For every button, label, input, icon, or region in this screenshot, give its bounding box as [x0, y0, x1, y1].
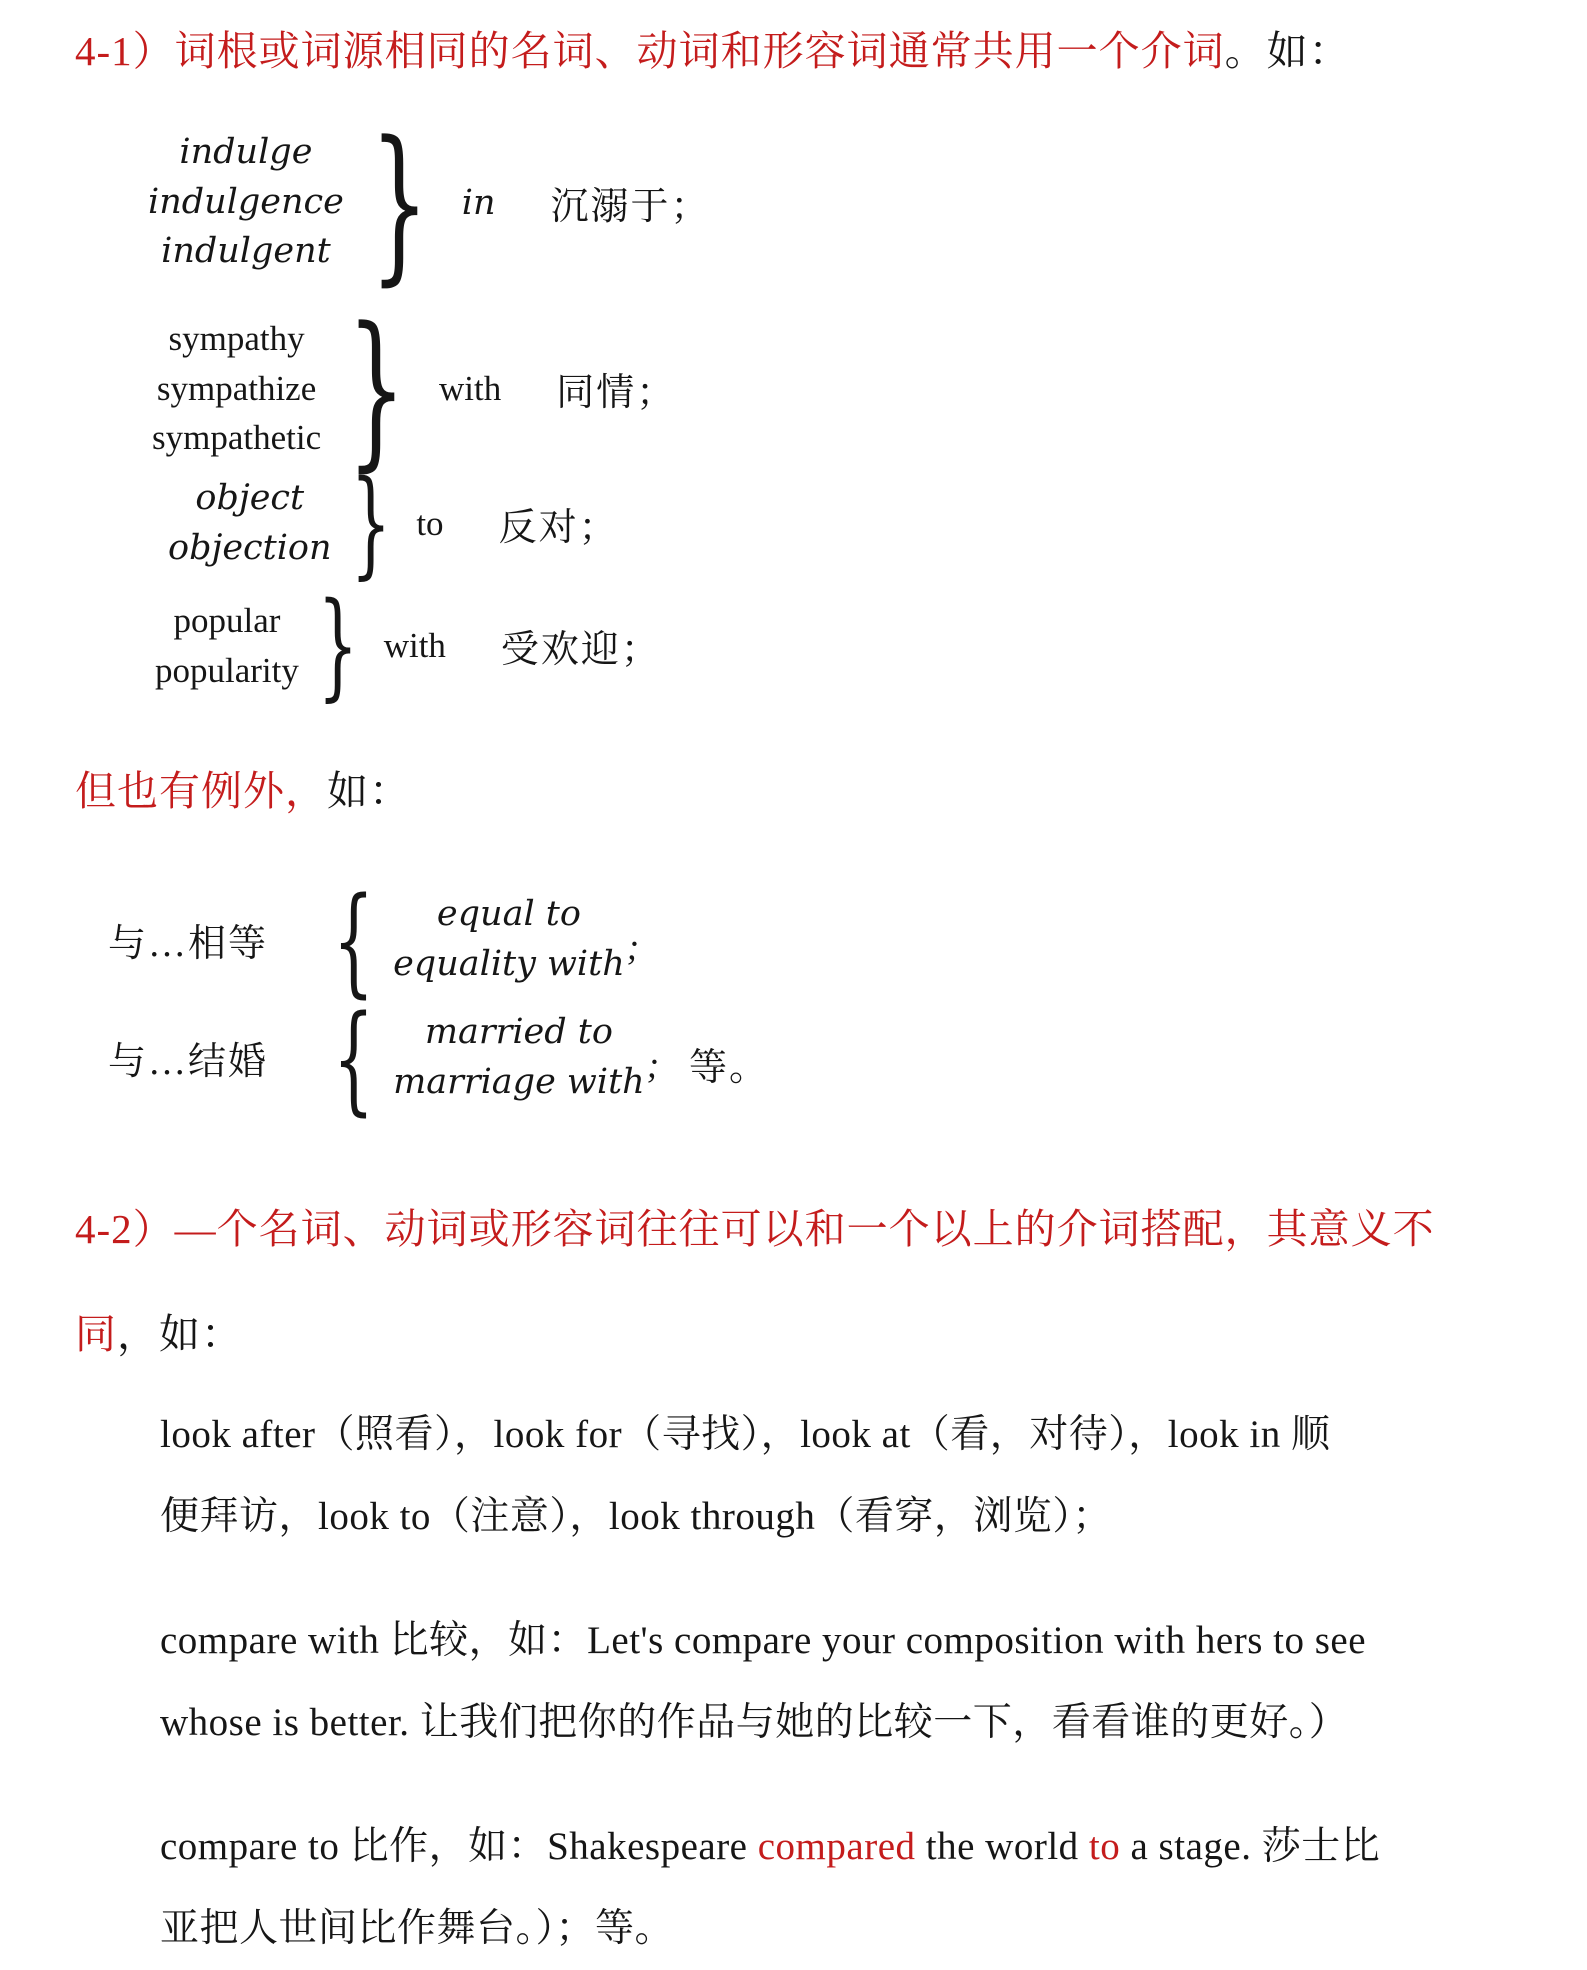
paragraph-look — [160, 1394, 1330, 1558]
semicolon: ; — [626, 927, 640, 969]
paragraph-compare-to — [160, 1806, 1380, 1970]
word: indulge — [179, 132, 313, 172]
heading-4-2 — [75, 1196, 1435, 1360]
word: sympathetic — [152, 418, 322, 458]
exception-intro-black-text: 如： — [327, 768, 411, 814]
chinese-gloss: 沉溺于； — [550, 186, 711, 229]
exception-label: 与…相等 — [108, 923, 269, 966]
heading-4-2-line2 — [75, 1301, 1435, 1360]
segment: the world — [915, 1825, 1089, 1868]
paragraph-compare-with — [160, 1600, 1366, 1764]
word: equal to — [436, 894, 581, 934]
word: popularity — [155, 650, 299, 690]
exception-group-equal: 与…相等 { equal to equality with ; — [108, 870, 640, 1009]
word: object — [195, 478, 305, 518]
segment: a stage. 莎士比 — [1120, 1825, 1381, 1868]
paragraph-line: whose is better. 让我们把你的作品与她的比较一下，看看谁的更好。） — [160, 1701, 1349, 1744]
segment: compare to 比作，如：Shakespeare — [160, 1825, 758, 1868]
word-column — [393, 890, 625, 989]
word: popular — [173, 601, 281, 640]
word-group-sympathy: sympathy sympathize sympathetic } with 同情； — [152, 290, 677, 487]
word: married to — [424, 1012, 613, 1052]
preposition: in — [461, 182, 496, 223]
heading-4-1-black-text: 。如： — [1224, 28, 1351, 74]
paragraph-line: 亚把人世间比作舞台。）；等。 — [160, 1907, 675, 1950]
paragraph-line: 便拜访，look to（注意），look through（看穿，浏览）； — [160, 1495, 1112, 1538]
word-column — [393, 1008, 645, 1107]
highlighted-word: compared — [757, 1825, 916, 1868]
word-column — [152, 314, 321, 463]
semicolon: ; — [646, 1045, 660, 1087]
chinese-gloss: 反对； — [498, 507, 619, 550]
highlighted-word: to — [1088, 1825, 1121, 1868]
exception-group-married: 与…结婚 { married to marriage with ; 等。 — [108, 988, 770, 1127]
tail-text: 等。 — [689, 1047, 770, 1090]
word: indulgent — [161, 231, 331, 272]
word: marriage with — [393, 1061, 645, 1102]
word-column — [168, 474, 332, 573]
word-group-object: object objection } to 反对； — [168, 455, 619, 591]
exception-label: 与…结婚 — [108, 1041, 269, 1084]
word-column — [148, 128, 344, 277]
exception-intro-red-text: 但也有例外， — [75, 768, 327, 814]
heading-4-2-line2-red: 同 — [75, 1311, 117, 1357]
paragraph-line: compare with 比较，如：Let's compare your composition with hers to see — [160, 1619, 1367, 1662]
heading-4-2-line1: 4-2）—个名词、动词或形容词往往可以和一个以上的介词搭配，其意义不 — [75, 1206, 1435, 1252]
preposition: with — [439, 368, 502, 408]
word: sympathy — [168, 319, 305, 358]
exception-intro — [75, 758, 411, 817]
word-column — [155, 596, 299, 695]
word: equality with — [393, 943, 625, 984]
heading-4-2-line2-black: ，如： — [117, 1311, 243, 1357]
word: indulgence — [148, 181, 344, 222]
chinese-gloss: 受欢迎； — [500, 629, 661, 672]
word-group-popular: popular popularity } with 受欢迎； — [155, 577, 661, 713]
preposition: with — [383, 625, 446, 665]
chinese-gloss: 同情； — [556, 372, 677, 415]
word: sympathize — [156, 368, 317, 408]
heading-4-1 — [75, 18, 1351, 77]
preposition: to — [416, 503, 444, 543]
paragraph-line: look after（照看），look for（寻找），look at（看，对待），look in 顺 — [160, 1413, 1331, 1456]
paragraph-line — [160, 1806, 1380, 1888]
heading-4-1-red-text: 4-1）词根或词源相同的名词、动词和形容词通常共用一个介词 — [75, 28, 1225, 74]
word-group-indulge: indulge indulgence indulgent } in 沉溺于； — [148, 104, 711, 301]
word: objection — [168, 527, 332, 568]
